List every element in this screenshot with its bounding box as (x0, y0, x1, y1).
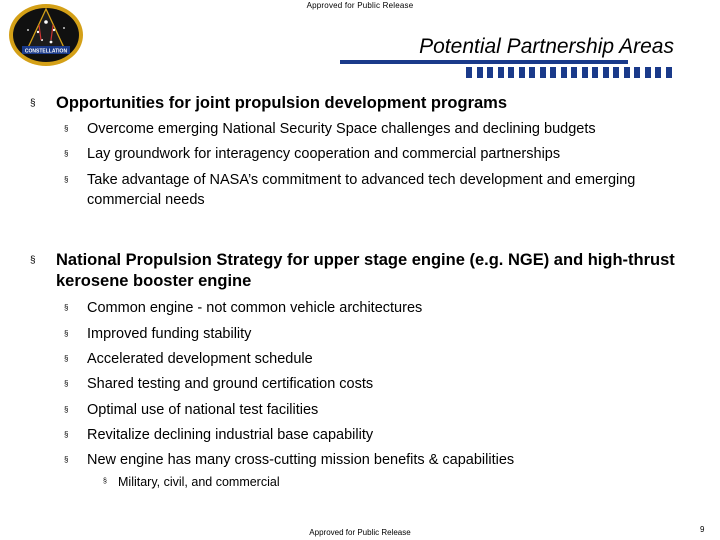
bullet-icon: § (64, 149, 69, 158)
decorative-tick (582, 67, 588, 78)
bullet-item: Accelerated development schedule (87, 351, 313, 367)
section-heading: Opportunities for joint propulsion development programs (56, 94, 508, 112)
release-notice-bottom: Approved for Public Release (309, 528, 411, 537)
bullet-icon: § (103, 478, 107, 485)
decorative-tick (477, 67, 483, 78)
decorative-tick (519, 67, 525, 78)
decorative-tick (540, 67, 546, 78)
bullet-icon: § (64, 379, 69, 388)
bullet-icon: § (64, 354, 69, 363)
bullet-item: Shared testing and ground certification costs (87, 376, 374, 392)
bullet-item: Revitalize declining industrial base capability (87, 427, 374, 443)
decorative-tick-bar (466, 67, 686, 78)
page-number: 9 (700, 525, 705, 534)
decorative-tick (603, 67, 609, 78)
bullet-item: Common engine - not common vehicle architectures (87, 300, 423, 316)
bullet-icon: § (64, 455, 69, 464)
sub-bullet-item: Military, civil, and commercial (118, 475, 280, 489)
constellation-logo (6, 0, 86, 70)
decorative-tick (634, 67, 640, 78)
decorative-tick (655, 67, 661, 78)
decorative-tick (529, 67, 535, 78)
bullet-item: Take advantage of NASA’s commitment to advanced tech development and emerging commercial needs (87, 172, 636, 208)
release-notice-top: Approved for Public Release (306, 1, 414, 10)
decorative-tick (645, 67, 651, 78)
title-underline (340, 60, 628, 64)
decorative-tick (550, 67, 556, 78)
bullet-icon: § (30, 98, 36, 109)
bullet-icon: § (64, 303, 69, 312)
bullet-icon: § (64, 124, 69, 133)
decorative-tick (666, 67, 672, 78)
bullet-icon: § (64, 405, 69, 414)
decorative-tick (498, 67, 504, 78)
bullet-item: Improved funding stability (87, 326, 252, 342)
decorative-tick (571, 67, 577, 78)
slide-title: Potential Partnership Areas (419, 35, 674, 58)
bullet-item: New engine has many cross-cutting mission benefits & capabilities (87, 452, 515, 468)
section-heading: National Propulsion Strategy for upper stage engine (e.g. NGE) and high-thrust kerosene booster engine (56, 251, 675, 290)
decorative-tick (466, 67, 472, 78)
decorative-tick (487, 67, 493, 78)
bullet-icon: § (30, 255, 36, 266)
logo-text: CONSTELLATION (24, 48, 68, 55)
decorative-tick (508, 67, 514, 78)
bullet-icon: § (64, 329, 69, 338)
decorative-tick (624, 67, 630, 78)
bullet-icon: § (64, 430, 69, 439)
decorative-tick (613, 67, 619, 78)
bullet-item: Overcome emerging National Security Space challenges and declining budgets (87, 121, 596, 137)
bullet-item: Lay groundwork for interagency cooperation and commercial partnerships (87, 146, 561, 162)
bullet-item: Optimal use of national test facilities (87, 402, 319, 418)
decorative-tick (592, 67, 598, 78)
bullet-icon: § (64, 175, 69, 184)
decorative-tick (561, 67, 567, 78)
